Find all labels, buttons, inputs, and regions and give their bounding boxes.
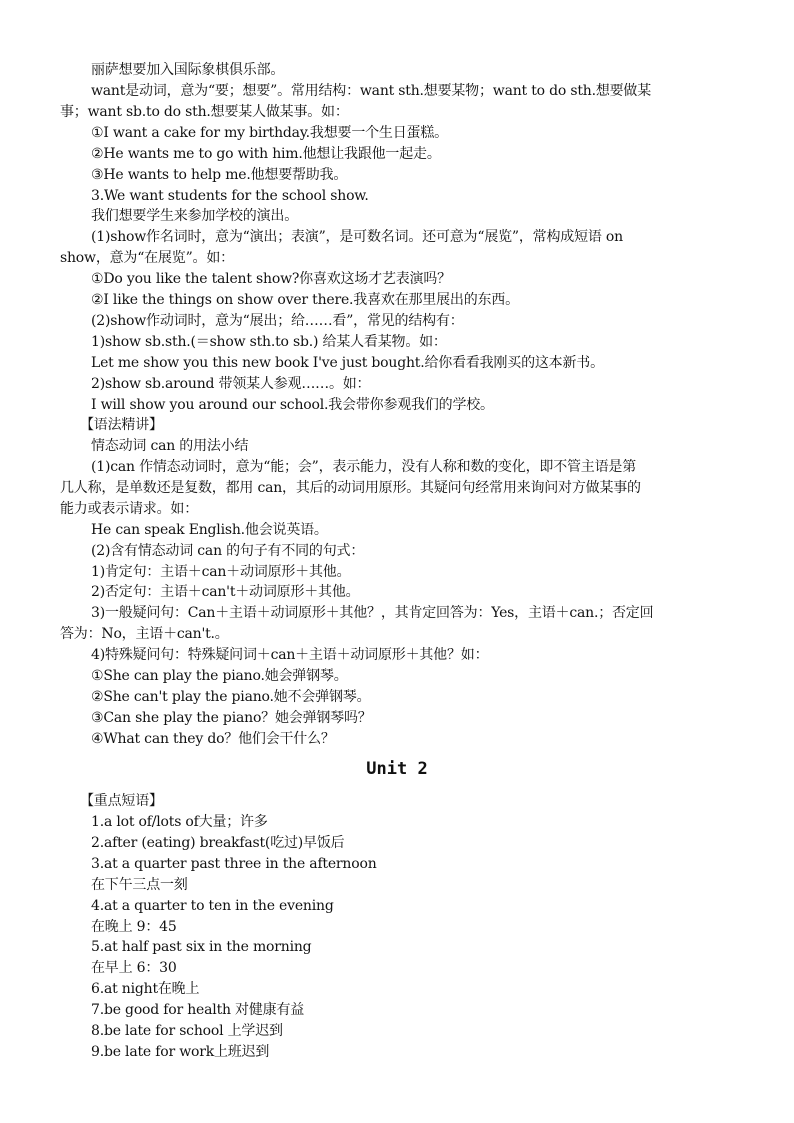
phrases-heading: 【重点短语】	[80, 793, 163, 809]
text-line: 1)show sb.sth.(＝show sth.to sb.) 给某人看某物。如：	[91, 334, 447, 350]
text-line: 能力或表示请求。如：	[60, 501, 198, 517]
text-line: 4)特殊疑问句：特殊疑问词＋can＋主语＋动词原形＋其他？如：	[91, 647, 489, 663]
text-line: show，意为“在展览”。如：	[60, 250, 234, 266]
text-line: 1)肯定句：主语＋can＋动词原形＋其他。	[91, 564, 351, 580]
text-line: 2)否定句：主语＋can't＋动词原形＋其他。	[91, 584, 360, 600]
example-line: ②He wants me to go with him.他想让我跟他一起走。	[91, 146, 441, 162]
text-line: (1)can 作情态动词时，意为“能；会”，表示能力，没有人称和数的变化，即不管主语是第	[91, 459, 636, 475]
example-line: ①Do you like the talent show?你喜欢这场才艺表演吗？	[91, 271, 451, 287]
text-line: (2)含有情态动词 can 的句子有不同的句式：	[91, 543, 365, 559]
text-line: want是动词，意为“要；想要”。常用结构：want sth.想要某物；want to do sth.想要做某	[91, 83, 652, 99]
phrase-line: 4.at a quarter to ten in the evening	[91, 898, 334, 914]
example-line: Let me show you this new book I've just bought.给你看看我刚买的这本新书。	[91, 355, 604, 371]
phrase-line: 在晚上 9：45	[91, 919, 177, 935]
phrase-line: 在早上 6：30	[91, 960, 177, 976]
example-line: ②I like the things on show over there.我喜欢在那里展出的东西。	[91, 292, 519, 308]
phrase-line: 8.be late for school 上学迟到	[91, 1023, 283, 1039]
grammar-heading: 【语法精讲】	[80, 417, 163, 433]
grammar-title: 情态动词 can 的用法小结	[91, 438, 249, 454]
phrase-line: 3.at a quarter past three in the afternoon	[91, 856, 377, 872]
translation-line: 我们想要学生来参加学校的演出。	[91, 208, 298, 224]
text-line: 答为：No，主语＋can't.。	[60, 626, 229, 642]
text-line: 事；want sb.to do sth.想要某人做某事。如：	[60, 104, 349, 120]
phrase-line: 1.a lot of/lots of大量；许多	[91, 814, 268, 830]
phrase-line: 7.be good for health 对健康有益	[91, 1002, 305, 1018]
phrase-line: 9.be late for work上班迟到	[91, 1044, 270, 1060]
example-line: ①I want a cake for my birthday.我想要一个生日蛋糕。	[91, 125, 448, 141]
unit-title: Unit 2	[366, 759, 428, 779]
example-line: ③He wants to help me.他想要帮助我。	[91, 167, 348, 183]
sentence-line: 3.We want students for the school show.	[91, 188, 369, 204]
phrase-line: 2.after (eating) breakfast(吃过)早饭后	[91, 835, 345, 851]
text-line: 2)show sb.around 带领某人参观……。如：	[91, 376, 371, 392]
text-line: 3)一般疑问句：Can＋主语＋动词原形＋其他？，其肯定回答为：Yes，主语＋can.；否定回	[91, 605, 654, 621]
example-line: ②She can't play the piano.她不会弹钢琴。	[91, 689, 371, 705]
example-line: I will show you around our school.我会带你参观我们的学校。	[91, 397, 494, 413]
example-line: He can speak English.他会说英语。	[91, 522, 328, 538]
phrase-line: 在下午三点一刻	[91, 877, 188, 893]
phrase-line: 6.at night在晚上	[91, 981, 200, 997]
text-line: (2)show作动词时，意为“展出；给……看”，常见的结构有：	[91, 313, 464, 329]
text-line: (1)show作名词时，意为“演出；表演”，是可数名词。还可意为“展览”，常构成短语 on	[91, 229, 623, 245]
text-line: 丽萨想要加入国际象棋俱乐部。	[91, 62, 285, 78]
example-line: ④What can they do？他们会干什么？	[91, 731, 335, 747]
text-line: 几人称，是单数还是复数，都用 can，其后的动词用原形。其疑问句经常用来询问对方做某事的	[60, 480, 641, 496]
example-line: ③Can she play the piano？她会弹钢琴吗？	[91, 710, 372, 726]
phrase-line: 5.at half past six in the morning	[91, 939, 312, 955]
example-line: ①She can play the piano.她会弹钢琴。	[91, 668, 348, 684]
